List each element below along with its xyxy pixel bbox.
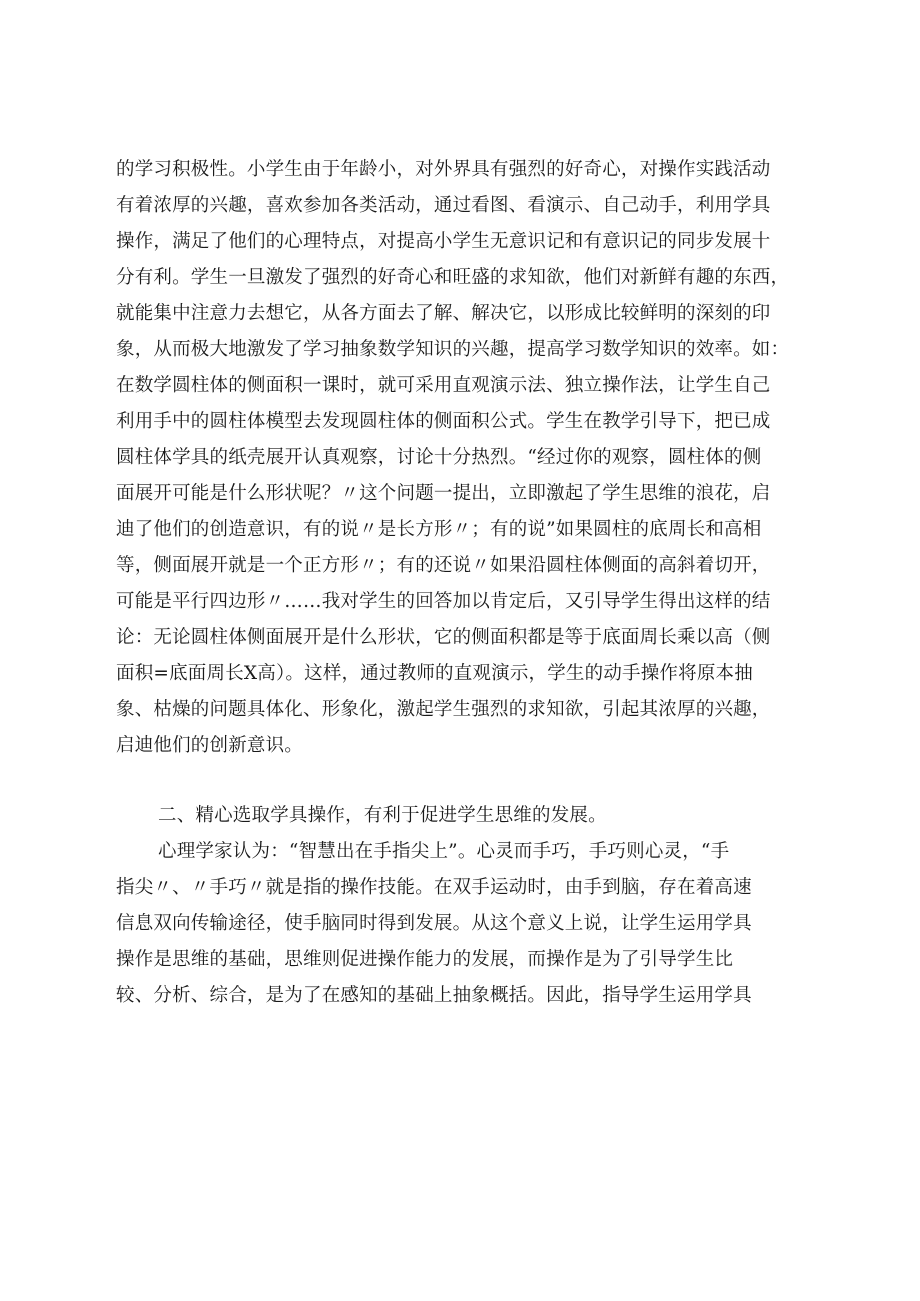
paragraph-1-line: 迪了他们的创造意识，有的说〃是长方形〃；有的说”如果圆柱的底周长和高相: [116, 519, 762, 540]
paragraph-2-line: 指尖〃、〃手巧〃就是指的操作技能。在双手运动时，由手到脑，存在着高速: [116, 877, 752, 898]
paragraph-1-line: 在数学圆柱体的侧面积一课时，就可采用直观演示法、独立操作法，让学生自己: [116, 375, 771, 396]
paragraph-1-line: 象、枯燥的问题具体化、形象化，激起学生强烈的求知欲，引起其浓厚的兴趣，: [116, 699, 771, 720]
paragraph-1-line: 面展开可能是什么形状呢？〃这个问题一提出，立即激起了学生思维的浪花，启: [116, 483, 771, 504]
paragraph-1-line: 象，从而极大地激发了学习抽象数学知识的兴趣，提高学习数学知识的效率。如：: [116, 339, 790, 360]
paragraph-2-line: 操作是思维的基础，思维则促进操作能力的发展，而操作是为了引导学生比: [116, 949, 734, 970]
section-heading: 二、精心选取学具操作，有利于促进学生思维的发展。: [158, 805, 607, 826]
paragraph-1-line: 论：无论圆柱体侧面展开是什么形状，它的侧面积都是等于底面周长乘以高（侧: [116, 627, 771, 648]
paragraph-1-line: 面积=底面周长X高）。这样，通过教师的直观演示，学生的动手操作将原本抽: [116, 663, 753, 684]
paragraph-2-line: 信息双向传输途径，使手脑同时得到发展。从这个意义上说，让学生运用学具: [116, 913, 752, 934]
paragraph-1-line: 等，侧面展开就是一个正方形〃；有的还说〃如果沿圆柱体侧面的高斜着切开，: [116, 555, 771, 576]
paragraph-2-line: 心理学家认为：“智慧出在手指尖上”。心灵而手巧，手巧则心灵，“手: [158, 841, 730, 862]
paragraph-1-line: 操作，满足了他们的心理特点，对提高小学生无意识记和有意识记的同步发展十: [116, 231, 771, 252]
paragraph-1-line: 有着浓厚的兴趣，喜欢参加各类活动，通过看图、看演示、自己动手，利用学具: [116, 195, 771, 216]
paragraph-1-line: 的学习积极性。小学生由于年龄小，对外界具有强烈的好奇心，对操作实践活动: [116, 159, 771, 180]
paragraph-1-line: 启迪他们的创新意识。: [116, 735, 304, 756]
paragraph-1-line: 可能是平行四边形〃……我对学生的回答加以肯定后，又引导学生得出这样的结: [116, 591, 771, 612]
paragraph-1-line: 圆柱体学具的纸壳展开认真观察，讨论十分热烈。“经过你的观察，圆柱体的侧: [116, 447, 762, 468]
paragraph-2-line: 较、分析、综合，是为了在感知的基础上抽象概括。因此，指导学生运用学具: [116, 985, 752, 1006]
paragraph-1-line: 利用手中的圆柱体模型去发现圆柱体的侧面积公式。学生在教学引导下，把已成: [116, 411, 771, 432]
paragraph-1-line: 就能集中注意力去想它，从各方面去了解、解决它，以形成比较鲜明的深刻的印: [116, 303, 771, 324]
paragraph-1-line: 分有利。学生一旦激发了强烈的好奇心和旺盛的求知欲，他们对新鲜有趣的东西，: [116, 267, 790, 288]
